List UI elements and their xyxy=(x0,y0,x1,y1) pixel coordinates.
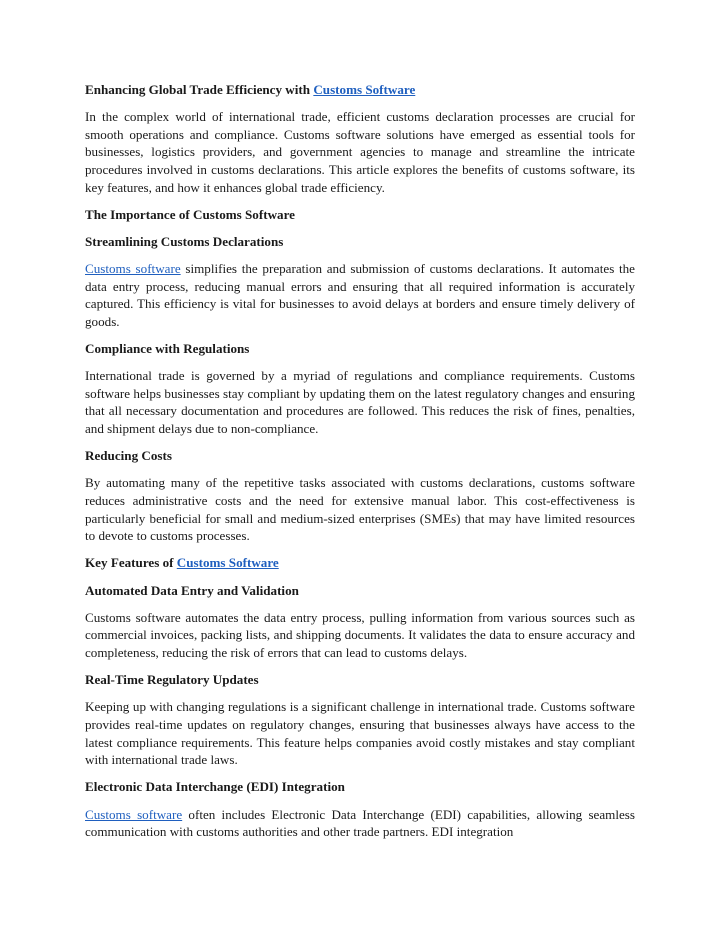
title-customs-software-link[interactable]: Customs Software xyxy=(313,82,416,97)
costs-heading: Reducing Costs xyxy=(85,448,172,464)
automated-paragraph: Customs software automates the data entry process, pulling information from various sources such as commercial invoices, packing lists, and shipping documents. It validates the data to ensure accuracy and completeness, reducing the risk of errors that can lead to customs delays. xyxy=(85,609,635,660)
intro-paragraph: In the complex world of international trade, efficient customs declaration processes are crucial for smooth operations and compliance. Customs software solutions have emerged as essential tools for businesses, logistics providers, and government agencies to manage and streamline the intricate procedures involved in customs declarations. This article explores the benefits of customs software, its key features, and how it enhances global trade efficiency. xyxy=(85,109,635,195)
document-page xyxy=(85,81,635,850)
document-title xyxy=(85,81,635,99)
features-heading xyxy=(85,554,635,572)
streamlining-customs-software-link[interactable]: Customs software xyxy=(85,261,181,277)
compliance-heading: Compliance with Regulations xyxy=(85,341,250,357)
edi-customs-software-link[interactable]: Customs software xyxy=(85,806,183,822)
edi-heading: Electronic Data Interchange (EDI) Integration xyxy=(85,779,345,795)
automated-heading: Automated Data Entry and Validation xyxy=(85,582,299,598)
realtime-heading: Real-Time Regulatory Updates xyxy=(85,672,259,688)
features-heading-prefix: Key Features of xyxy=(85,555,177,571)
features-customs-software-link[interactable]: Customs Software xyxy=(176,555,279,571)
streamlining-heading: Streamlining Customs Declarations xyxy=(85,233,284,249)
title-prefix: Enhancing Global Trade Efficiency with xyxy=(85,82,314,97)
streamlining-text: simplifies the preparation and submission of customs declarations. It automates the data entry process, reducing manual errors and ensuring that all required information is accurately captured. This efficiency is vital for businesses to avoid delays at borders and ensure timely delivery of goods. xyxy=(85,261,635,329)
importance-heading: The Importance of Customs Software xyxy=(85,206,295,222)
compliance-paragraph: International trade is governed by a myriad of regulations and compliance requirements. Customs software helps businesses stay compliant by updating them on the latest regulatory changes and ensuring that all necessary documentation and procedures are followed. This reduces the risk of fines, penalties, and shipment delays due to non-compliance. xyxy=(85,368,635,437)
edi-text: often includes Electronic Data Interchange (EDI) capabilities, allowing seamless communication with customs authorities and other trade partners. EDI integration xyxy=(85,806,635,840)
realtime-paragraph: Keeping up with changing regulations is a significant challenge in international trade. Customs software provides real-time updates on regulatory changes, ensuring that businesses always have access to the latest compliance requirements. This feature helps companies avoid costly mistakes and stay compliant with international trade laws. xyxy=(85,699,635,768)
streamlining-paragraph xyxy=(85,260,635,330)
costs-paragraph: By automating many of the repetitive tasks associated with customs declarations, customs software reduces administrative costs and the need for extensive manual labor. This cost-effectiveness is particularly beneficial for small and medium-sized enterprises (SMEs) that may have limited resources to devote to customs processes. xyxy=(85,475,635,544)
edi-paragraph xyxy=(85,806,635,841)
